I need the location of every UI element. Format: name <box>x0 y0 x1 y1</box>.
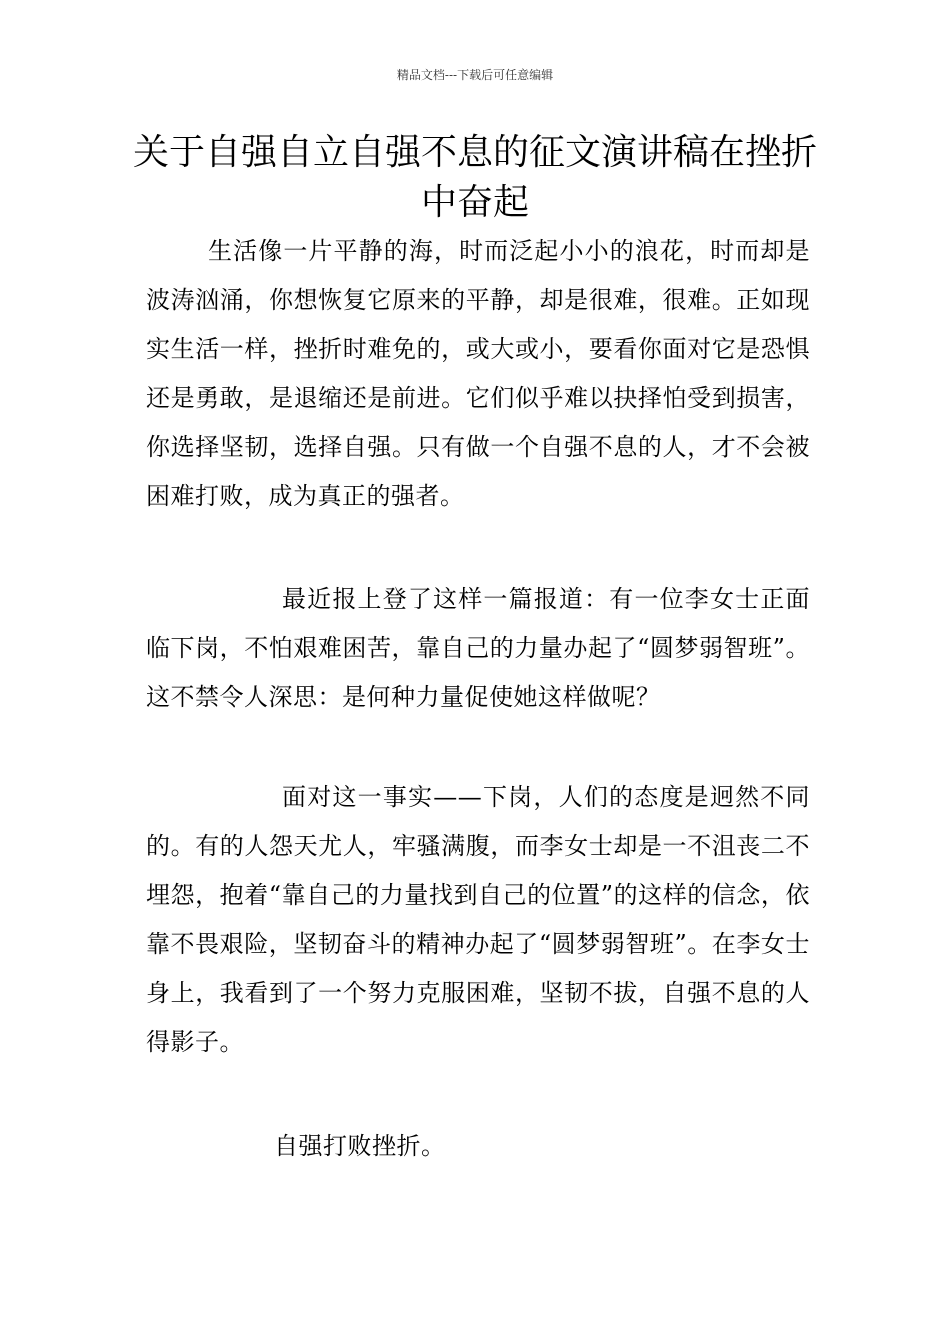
paragraph-3: 面对这一事实——下岗，人们的态度是迥然不同的。有的人怨天尤人，牢骚满腹，而李女士却是一不沮丧二不埋怨，抱着“靠自己的力量找到自己的位置”的这样的信念，依靠不畏艰险，坚韧奋斗的精神办起了“圆梦弱智班”。在李女士身上，我看到了一个努力克服困难，坚韧不拔，自强不息的人得影子。 <box>146 783 810 1056</box>
paragraph-2: 最近报上登了这样一篇报道：有一位李女士正面临下岗，不怕艰难困苦，靠自己的力量办起了“圆梦弱智班”。这不禁令人深思：是何种力量促使她这样做呢？ <box>146 585 810 711</box>
paragraph-1: 生活像一片平静的海，时而泛起小小的浪花，时而却是波涛汹涌，你想恢复它原来的平静，却是很难，很难。正如现实生活一样，挫折时难免的，或大或小，要看你面对它是恐惧还是勇敢，是退缩还是前进。它们似乎难以抉择怕受到损害，你选择坚韧，选择自强。只有做一个自强不息的人，才不会被困难打败，成为真正的强者。 <box>146 237 810 510</box>
page-header: 精品文档---下载后可任意编辑 <box>396 68 554 82</box>
document-title: 关于自强自立自强不息的征文演讲稿在挫折中奋起 <box>132 132 817 223</box>
paragraph-4: 自强打败挫折。 <box>274 1132 446 1160</box>
